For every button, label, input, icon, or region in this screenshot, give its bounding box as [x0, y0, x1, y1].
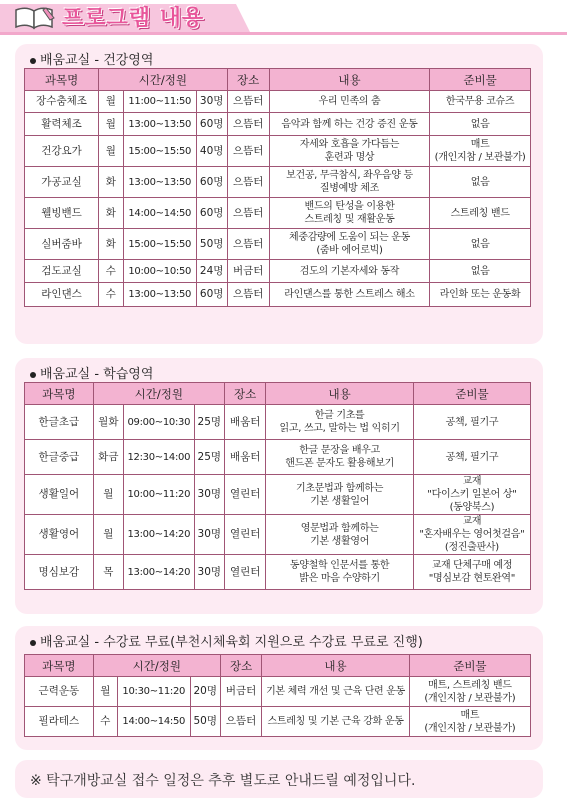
cell-subject [25, 707, 94, 737]
cell-place [224, 405, 265, 440]
cell-content [266, 515, 413, 555]
cell-line: 한글중급 [38, 450, 80, 463]
cell-line: 음악과 함께 하는 건강 증진 운동 [281, 118, 418, 130]
cell-supplies [430, 229, 531, 260]
cell-line: 실버줌바 [41, 237, 82, 250]
cell-line: 14:00~14:50 [122, 716, 186, 727]
title-bar [0, 0, 567, 40]
cell-time [123, 260, 196, 283]
cell-line: 한글초급 [38, 415, 80, 428]
cell-line: 기초문법과 함께하는 [296, 482, 384, 494]
cell-line: 검도교실 [41, 264, 82, 277]
table-row [25, 167, 531, 198]
cell-line: 한글 기초를 [314, 410, 365, 421]
cell-line: 13:00~14:20 [127, 566, 191, 578]
cell-line: 밝은 마음 수양하기 [299, 573, 380, 584]
cell-line: 25명 [197, 450, 222, 463]
cell-content [269, 260, 429, 283]
free-table [24, 654, 531, 737]
cell-cap [190, 677, 220, 707]
cell-line: 으뜸터 [232, 206, 264, 219]
cell-line: 동양철학 인문서를 통한 [289, 560, 390, 571]
cell-line: 교재 단체구매 예정 [431, 560, 513, 571]
cell-cap [196, 136, 227, 167]
cell-cap [196, 260, 227, 283]
cell-line: 스트레칭 및 재활운동 [304, 214, 395, 225]
cell-line: 15:00~15:50 [128, 238, 192, 250]
cell-line: 월 [105, 144, 116, 157]
cell-cap [194, 405, 224, 440]
cell-day [99, 260, 124, 283]
cell-time [123, 555, 194, 590]
cell-line: 열린터 [229, 488, 261, 500]
cell-time [117, 677, 190, 707]
cell-day [93, 555, 123, 590]
cell-place [227, 113, 269, 136]
cell-line: 버금터 [225, 685, 257, 697]
cell-line: 10:00~11:20 [127, 489, 191, 500]
cell-time [123, 113, 196, 136]
column-header-place: 장소 [220, 655, 261, 677]
table-row [25, 405, 531, 440]
cell-subject [25, 229, 99, 260]
cell-content [269, 229, 429, 260]
cell-line: 60명 [199, 288, 224, 300]
cell-place [227, 260, 269, 283]
cell-time [123, 167, 196, 198]
cell-line: 매트 [470, 139, 490, 150]
column-header-place: 장소 [224, 383, 265, 405]
cell-content [266, 405, 413, 440]
cell-line: 영문법과 함께하는 [300, 522, 379, 534]
cell-supplies [413, 405, 530, 440]
cell-day [99, 198, 124, 229]
cell-supplies [430, 91, 531, 113]
learning-table [24, 382, 531, 590]
cell-day [99, 167, 124, 198]
section-title-text: 배움교실 - 건강영역 [40, 53, 154, 68]
cell-content [269, 198, 429, 229]
section-title-free [30, 631, 423, 650]
cell-line: 없음 [470, 176, 490, 188]
cell-line: 교재 [462, 516, 482, 527]
cell-content [269, 136, 429, 167]
cell-line: 24명 [199, 264, 224, 277]
cell-subject [25, 405, 94, 440]
cell-line: (개인지참 / 보관불가) [424, 692, 516, 704]
cell-subject [25, 260, 99, 283]
cell-time [123, 405, 194, 440]
cell-place [227, 91, 269, 113]
cell-line: 공책, 필기구 [445, 451, 499, 463]
cell-place [227, 198, 269, 229]
table-row [25, 283, 531, 307]
cell-line: 월 [103, 488, 114, 500]
cell-place [227, 283, 269, 307]
cell-line: 없음 [470, 238, 490, 250]
cell-line: 자세와 호흡을 가다듬는 [299, 139, 400, 150]
cell-line: 월 [105, 117, 116, 130]
cell-line: 웰빙밴드 [41, 206, 82, 219]
footer-note: ※ 탁구개방교실 접수 일정은 추후 별도로 안내드릴 예정입니다. [30, 773, 416, 789]
cell-line: 라인댄스를 통한 스트레스 해소 [284, 289, 415, 300]
cell-line: 13:00~13:50 [128, 289, 192, 300]
cell-line: 활력체조 [41, 117, 82, 130]
cell-line: 생활영어 [38, 528, 80, 540]
cell-content [269, 167, 429, 198]
cell-line: 버금터 [232, 264, 264, 277]
cell-supplies [430, 260, 531, 283]
cell-line: 30명 [197, 488, 222, 500]
cell-line: 월화 [98, 415, 119, 428]
cell-line: 검도의 기본자세와 동작 [299, 265, 400, 277]
cell-time [123, 198, 196, 229]
column-header-time-capacity: 시간/정원 [99, 69, 228, 91]
cell-line: 09:00~10:30 [127, 416, 191, 428]
cell-line: 50명 [199, 237, 224, 250]
cell-place [227, 229, 269, 260]
cell-supplies [413, 440, 530, 475]
cell-cap [194, 555, 224, 590]
cell-line: 매트 [460, 709, 480, 721]
cell-time [123, 440, 194, 475]
cell-place [220, 677, 261, 707]
cell-line: 한글 문장을 배우고 [299, 445, 380, 456]
cell-line: 밴드의 탄성을 이용한 [304, 201, 395, 212]
cell-line: 13:00~13:50 [128, 118, 192, 130]
cell-line: 50명 [193, 715, 218, 727]
cell-time [123, 136, 196, 167]
cell-line: 으뜸터 [232, 237, 264, 250]
cell-supplies [430, 198, 531, 229]
cell-line: 핸드폰 문자도 활용해보기 [285, 458, 394, 469]
cell-line: 훈련과 명상 [324, 152, 375, 163]
cell-line: 으뜸터 [225, 715, 257, 727]
column-header-supplies: 준비물 [430, 69, 531, 91]
table-row [25, 440, 531, 475]
column-header-content: 내용 [262, 655, 409, 677]
cell-line: 월 [105, 95, 116, 107]
cell-line: 30명 [199, 95, 224, 107]
cell-time [123, 283, 196, 307]
cell-line: 가공교실 [41, 175, 82, 188]
health-table [24, 68, 531, 307]
column-header-supplies: 준비물 [413, 383, 530, 405]
cell-line: "혼자배우는 영어첫걸음" [419, 529, 525, 540]
cell-line: 으뜸터 [232, 95, 264, 107]
cell-day [93, 515, 123, 555]
cell-time [123, 91, 196, 113]
table-header-row [25, 69, 531, 91]
cell-line: 질병예방 체조 [319, 183, 379, 194]
column-header-subject: 과목명 [25, 69, 99, 91]
cell-line: 라인화 또는 운동화 [439, 289, 521, 300]
table-row [25, 677, 531, 707]
cell-line: 화 [105, 175, 116, 188]
column-header-content: 내용 [269, 69, 429, 91]
cell-subject [25, 136, 99, 167]
cell-line: 공책, 필기구 [445, 416, 499, 428]
cell-line: (개인지참 / 보관불가) [434, 152, 526, 163]
cell-day [93, 405, 123, 440]
cell-line: 60명 [199, 175, 224, 188]
cell-cap [196, 229, 227, 260]
cell-supplies [413, 515, 530, 555]
cell-content [269, 91, 429, 113]
column-header-content: 내용 [266, 383, 413, 405]
cell-line: 15:00~15:50 [128, 145, 192, 157]
cell-line: 교재 [462, 476, 482, 487]
cell-line: 근력운동 [38, 685, 80, 697]
cell-line: 월 [103, 528, 114, 540]
cell-line: 12:30~14:00 [127, 451, 191, 463]
cell-line: 13:00~14:20 [127, 529, 191, 540]
cell-line: 없음 [470, 118, 490, 130]
cell-line: 40명 [199, 144, 224, 157]
cell-line: 11:00~11:50 [128, 96, 192, 107]
cell-line: 장수춤체조 [36, 95, 87, 107]
book-icon [14, 6, 58, 30]
cell-line: 으뜸터 [232, 117, 264, 130]
cell-time [123, 515, 194, 555]
cell-supplies [430, 167, 531, 198]
table-header-row [25, 655, 531, 677]
cell-line: 열린터 [229, 528, 261, 540]
cell-place [220, 707, 261, 737]
cell-cap [194, 440, 224, 475]
cell-line: (줌바 에어로빅) [316, 245, 383, 256]
cell-line: 기본 체력 개선 및 근육 단련 운동 [266, 686, 406, 697]
cell-place [227, 136, 269, 167]
cell-subject [25, 555, 94, 590]
table-row [25, 198, 531, 229]
cell-content [269, 113, 429, 136]
cell-content [262, 677, 409, 707]
cell-line: 스트레칭 밴드 [450, 207, 510, 219]
cell-line: (정진출판사) [444, 542, 499, 553]
cell-line: 10:00~10:50 [128, 265, 192, 277]
section-title-health [30, 49, 153, 68]
column-header-subject: 과목명 [25, 383, 94, 405]
cell-line: 14:00~14:50 [128, 207, 192, 219]
table-row [25, 707, 531, 737]
cell-line: 30명 [197, 528, 222, 540]
cell-place [224, 440, 265, 475]
section-title-text: 배움교실 - 학습영역 [40, 367, 154, 382]
cell-line: 25명 [197, 415, 222, 428]
cell-line: "명심보감 현토완역" [428, 573, 516, 584]
cell-line: 수 [105, 264, 116, 277]
table-row [25, 260, 531, 283]
cell-subject [25, 113, 99, 136]
cell-subject [25, 440, 94, 475]
cell-line: 배움터 [229, 450, 261, 463]
cell-line: 읽고, 쓰고, 말하는 법 익히기 [279, 423, 400, 434]
cell-day [93, 707, 117, 737]
cell-line: 수 [100, 715, 111, 727]
cell-line: 우리 민족의 춤 [318, 96, 381, 107]
cell-place [224, 475, 265, 515]
cell-content [269, 283, 429, 307]
page-title: 프로그램 내용 [62, 6, 205, 31]
cell-line: "다이스키 일본어 상" [427, 489, 517, 500]
cell-line: 배움터 [229, 415, 261, 428]
cell-line: 수 [105, 288, 116, 300]
cell-line: 기본 생활일어 [310, 495, 370, 507]
section-title-text: 배움교실 - 수강료 무료(부천시체육회 지원으로 수강료 무료로 진행) [40, 635, 423, 650]
cell-time [123, 475, 194, 515]
cell-line: 화금 [98, 450, 119, 463]
cell-content [266, 555, 413, 590]
cell-line: 체중감량에 도움이 되는 운동 [288, 232, 410, 243]
cell-supplies [430, 283, 531, 307]
cell-line: 기본 생활영어 [310, 535, 370, 547]
cell-line: 매트, 스트레칭 밴드 [428, 679, 512, 691]
cell-day [99, 283, 124, 307]
cell-supplies [413, 555, 530, 590]
column-header-time-capacity: 시간/정원 [93, 655, 220, 677]
cell-line: 목 [103, 565, 114, 578]
cell-place [224, 515, 265, 555]
cell-line: 으뜸터 [232, 175, 264, 188]
column-header-subject: 과목명 [25, 655, 94, 677]
cell-place [227, 167, 269, 198]
table-row [25, 113, 531, 136]
cell-subject [25, 475, 94, 515]
cell-subject [25, 283, 99, 307]
table-row [25, 475, 531, 515]
cell-place [224, 555, 265, 590]
cell-time [117, 707, 190, 737]
cell-line: 명심보감 [38, 565, 80, 578]
cell-day [99, 229, 124, 260]
cell-line: 10:30~11:20 [122, 686, 186, 697]
table-header-row [25, 383, 531, 405]
cell-subject [25, 515, 94, 555]
cell-supplies [413, 475, 530, 515]
cell-line: 필라테스 [38, 715, 80, 727]
cell-content [266, 475, 413, 515]
cell-line: (개인지참 / 보관불가) [424, 722, 516, 734]
section-title-learning [30, 363, 153, 382]
cell-cap [196, 113, 227, 136]
cell-subject [25, 91, 99, 113]
cell-line: 13:00~13:50 [128, 176, 192, 188]
cell-line: 열린터 [229, 565, 261, 578]
cell-subject [25, 677, 94, 707]
cell-supplies [409, 677, 530, 707]
cell-supplies [409, 707, 530, 737]
cell-day [93, 677, 117, 707]
column-header-time-capacity: 시간/정원 [93, 383, 224, 405]
cell-cap [194, 515, 224, 555]
cell-day [99, 136, 124, 167]
cell-line: 없음 [470, 265, 490, 277]
cell-line: 으뜸터 [232, 288, 264, 300]
column-header-supplies: 준비물 [409, 655, 530, 677]
cell-line: 스트레칭 및 기본 근육 강화 운동 [267, 716, 404, 727]
cell-line: 화 [105, 206, 116, 219]
cell-cap [196, 91, 227, 113]
cell-day [99, 91, 124, 113]
table-row [25, 136, 531, 167]
cell-line: 생활일어 [38, 488, 80, 500]
cell-subject [25, 167, 99, 198]
cell-subject [25, 198, 99, 229]
cell-cap [196, 198, 227, 229]
cell-line: 60명 [199, 206, 224, 219]
cell-line: 화 [105, 237, 116, 250]
cell-line: 20명 [193, 685, 218, 697]
table-row [25, 91, 531, 113]
cell-supplies [430, 136, 531, 167]
table-row [25, 515, 531, 555]
cell-day [93, 475, 123, 515]
cell-line: 30명 [197, 565, 222, 578]
cell-cap [196, 167, 227, 198]
cell-line: (동양북스) [449, 502, 495, 513]
cell-content [262, 707, 409, 737]
cell-cap [196, 283, 227, 307]
cell-day [93, 440, 123, 475]
cell-line: 건강요가 [41, 144, 82, 157]
table-row [25, 555, 531, 590]
cell-line: 보건공, 무극참식, 좌우음양 등 [286, 170, 413, 181]
cell-content [266, 440, 413, 475]
cell-supplies [430, 113, 531, 136]
cell-line: 60명 [199, 117, 224, 130]
cell-line: 월 [100, 685, 111, 697]
cell-cap [190, 707, 220, 737]
cell-cap [194, 475, 224, 515]
table-row [25, 229, 531, 260]
cell-time [123, 229, 196, 260]
cell-line: 라인댄스 [41, 288, 82, 300]
cell-day [99, 113, 124, 136]
cell-line: 한국무용 코슈즈 [445, 96, 515, 107]
cell-line: 으뜸터 [232, 144, 264, 157]
column-header-place: 장소 [227, 69, 269, 91]
